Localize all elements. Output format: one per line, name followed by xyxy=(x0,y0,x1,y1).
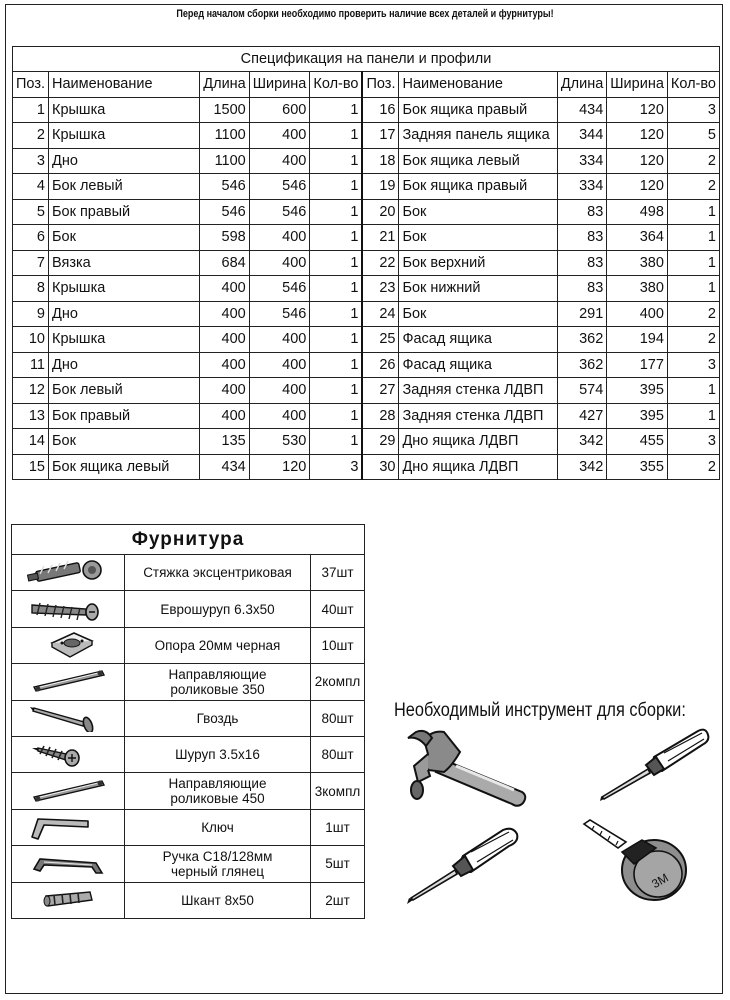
flat-screwdriver-icon xyxy=(598,727,710,803)
spec-cell-pos: 19 xyxy=(362,174,399,200)
hardware-name: Опора 20мм черная xyxy=(154,637,281,653)
hardware-qty: 80шт xyxy=(311,700,365,736)
hardware-image-cell xyxy=(12,773,125,809)
spec-cell-length: 83 xyxy=(557,276,606,302)
spec-cell-pos: 28 xyxy=(362,403,399,429)
spec-cell-length: 546 xyxy=(200,174,249,200)
spec-cell-qty: 1 xyxy=(667,378,719,404)
spec-cell-qty: 2 xyxy=(667,454,719,480)
spec-cell-qty: 1 xyxy=(310,429,363,455)
dowel-icon xyxy=(26,902,110,917)
spec-cell-width: 400 xyxy=(249,225,310,251)
spec-cell-name: Бок левый xyxy=(49,378,200,404)
spec-cell-length: 362 xyxy=(557,327,606,353)
hardware-name: Шкант 8х50 xyxy=(181,892,254,908)
spec-cell-width: 530 xyxy=(249,429,310,455)
hardware-image-cell xyxy=(12,846,125,882)
spec-cell-length: 83 xyxy=(557,225,606,251)
hardware-name: Стяжка эксцентриковая xyxy=(143,565,292,581)
spec-cell-name: Бок xyxy=(399,225,557,251)
spec-row xyxy=(13,454,720,480)
spec-cell-qty: 2 xyxy=(667,174,719,200)
hardware-image-cell xyxy=(12,809,125,845)
hex-key-icon xyxy=(26,829,110,844)
hardware-row xyxy=(12,555,365,591)
spec-cell-width: 498 xyxy=(607,199,668,225)
spec-cell-name: Дно xyxy=(49,352,200,378)
hardware-name-cell xyxy=(125,555,311,591)
spec-cell-length: 334 xyxy=(557,148,606,174)
spec-cell-pos: 11 xyxy=(13,352,49,378)
spec-cell-length: 1500 xyxy=(200,97,249,123)
spec-cell-pos: 3 xyxy=(13,148,49,174)
spec-cell-length: 362 xyxy=(557,352,606,378)
hardware-qty: 3компл xyxy=(311,773,365,809)
spec-row xyxy=(13,403,720,429)
spec-cell-width: 400 xyxy=(249,250,310,276)
spec-cell-qty: 1 xyxy=(310,225,363,251)
hardware-name-cell xyxy=(125,773,311,809)
spec-cell-pos: 14 xyxy=(13,429,49,455)
spec-cell-name: Бок xyxy=(399,199,557,225)
hardware-name-line2: черный глянец xyxy=(170,863,264,879)
hardware-row xyxy=(12,809,365,845)
spec-cell-name: Крышка xyxy=(49,97,200,123)
spec-cell-qty: 1 xyxy=(667,403,719,429)
hardware-name: Направляющие xyxy=(168,666,267,682)
spec-cell-length: 598 xyxy=(200,225,249,251)
spec-cell-name: Бок xyxy=(49,225,200,251)
hardware-image-cell xyxy=(12,555,125,591)
hardware-image-cell xyxy=(12,700,125,736)
spec-cell-pos: 20 xyxy=(362,199,399,225)
hardware-qty: 1шт xyxy=(311,809,365,845)
spec-cell-qty: 1 xyxy=(310,301,363,327)
spec-cell-length: 342 xyxy=(557,454,606,480)
spec-cell-qty: 3 xyxy=(667,352,719,378)
hardware-name-cell xyxy=(125,736,311,772)
spec-cell-length: 427 xyxy=(557,403,606,429)
spec-cell-pos: 17 xyxy=(362,123,399,149)
hammer-icon xyxy=(404,726,534,810)
spec-cell-width: 380 xyxy=(607,250,668,276)
spec-row xyxy=(13,123,720,149)
spec-row xyxy=(13,199,720,225)
spec-cell-width: 355 xyxy=(607,454,668,480)
spec-cell-length: 291 xyxy=(557,301,606,327)
spec-cell-width: 400 xyxy=(249,148,310,174)
spec-cell-width: 380 xyxy=(607,276,668,302)
spec-cell-qty: 1 xyxy=(310,403,363,429)
hardware-name: Ручка С18/128мм xyxy=(162,848,273,864)
hardware-row xyxy=(12,700,365,736)
hardware-name-line2: роликовые 450 xyxy=(170,791,265,807)
spec-cell-width: 120 xyxy=(607,174,668,200)
spec-row xyxy=(13,97,720,123)
spec-cell-width: 395 xyxy=(607,403,668,429)
hardware-name-cell xyxy=(125,591,311,627)
spec-cell-qty: 2 xyxy=(667,301,719,327)
spec-cell-width: 400 xyxy=(607,301,668,327)
spec-cell-length: 434 xyxy=(200,454,249,480)
spec-cell-name: Бок ящика левый xyxy=(49,454,200,480)
spec-cell-name: Бок правый xyxy=(49,199,200,225)
hardware-table xyxy=(11,524,365,919)
spec-cell-length: 434 xyxy=(557,97,606,123)
spec-cell-pos: 7 xyxy=(13,250,49,276)
spec-row xyxy=(13,250,720,276)
spec-row xyxy=(13,378,720,404)
spec-cell-qty: 1 xyxy=(667,199,719,225)
header-qty: Кол-во xyxy=(310,72,363,98)
hardware-image-cell xyxy=(12,664,125,700)
spec-cell-name: Бок xyxy=(49,429,200,455)
spec-cell-pos: 25 xyxy=(362,327,399,353)
spec-cell-name: Дно xyxy=(49,148,200,174)
spec-cell-pos: 24 xyxy=(362,301,399,327)
header-pos: Поз. xyxy=(13,72,49,98)
spec-cell-length: 342 xyxy=(557,429,606,455)
spec-cell-length: 400 xyxy=(200,276,249,302)
spec-cell-pos: 5 xyxy=(13,199,49,225)
spec-row xyxy=(13,148,720,174)
spec-cell-length: 400 xyxy=(200,352,249,378)
hardware-name: Ключ xyxy=(201,819,234,835)
spec-cell-name: Бок xyxy=(399,301,557,327)
spec-cell-qty: 3 xyxy=(310,454,363,480)
hardware-name-cell xyxy=(125,627,311,663)
spec-cell-name: Бок левый xyxy=(49,174,200,200)
spec-cell-width: 400 xyxy=(249,123,310,149)
hardware-qty: 5шт xyxy=(311,846,365,882)
spec-cell-qty: 2 xyxy=(667,327,719,353)
hardware-name-line2: роликовые 350 xyxy=(170,681,265,697)
spec-cell-length: 684 xyxy=(200,250,249,276)
spec-cell-width: 177 xyxy=(607,352,668,378)
spec-cell-pos: 29 xyxy=(362,429,399,455)
spec-cell-width: 400 xyxy=(249,352,310,378)
spec-cell-length: 83 xyxy=(557,199,606,225)
eccentric-tie-icon xyxy=(26,574,110,589)
spec-cell-length: 334 xyxy=(557,174,606,200)
spec-cell-qty: 1 xyxy=(667,225,719,251)
spec-cell-width: 120 xyxy=(249,454,310,480)
spec-cell-pos: 9 xyxy=(13,301,49,327)
spec-cell-name: Фасад ящика xyxy=(399,352,557,378)
hardware-name-cell xyxy=(125,809,311,845)
hardware-qty: 40шт xyxy=(311,591,365,627)
spec-cell-name: Вязка xyxy=(49,250,200,276)
hardware-name: Еврошуруп 6.3х50 xyxy=(160,601,275,617)
spec-cell-length: 83 xyxy=(557,250,606,276)
spec-cell-width: 400 xyxy=(249,327,310,353)
spec-row xyxy=(13,276,720,302)
header-name: Наименование xyxy=(49,72,200,98)
roller-guide-icon xyxy=(26,793,110,808)
spec-cell-length: 400 xyxy=(200,327,249,353)
spec-cell-name: Бок нижний xyxy=(399,276,557,302)
spec-cell-qty: 1 xyxy=(667,276,719,302)
spec-cell-length: 546 xyxy=(200,199,249,225)
spec-cell-width: 546 xyxy=(249,301,310,327)
spec-cell-length: 344 xyxy=(557,123,606,149)
hardware-name-cell xyxy=(125,700,311,736)
hardware-qty: 10шт xyxy=(311,627,365,663)
euro-screw-icon xyxy=(26,611,110,626)
tools-title: Необходимый инструмент для сборки: xyxy=(394,700,686,721)
spec-cell-pos: 22 xyxy=(362,250,399,276)
spec-row xyxy=(13,174,720,200)
spec-cell-length: 1100 xyxy=(200,148,249,174)
spec-cell-qty: 1 xyxy=(310,327,363,353)
spec-cell-pos: 8 xyxy=(13,276,49,302)
spec-caption: Спецификация на панели и профили xyxy=(13,47,720,72)
spec-cell-width: 120 xyxy=(607,148,668,174)
header-length: Длина xyxy=(200,72,249,98)
hardware-row xyxy=(12,664,365,700)
spec-cell-width: 364 xyxy=(607,225,668,251)
hardware-name: Направляющие xyxy=(168,776,267,792)
spec-row xyxy=(13,301,720,327)
spec-cell-width: 400 xyxy=(249,378,310,404)
spec-cell-pos: 13 xyxy=(13,403,49,429)
spec-table xyxy=(12,46,720,480)
hardware-row xyxy=(12,627,365,663)
spec-cell-name: Бок ящика левый xyxy=(399,148,557,174)
header-width: Ширина xyxy=(607,72,668,98)
spec-cell-width: 194 xyxy=(607,327,668,353)
handle-icon xyxy=(26,865,110,880)
spec-cell-length: 574 xyxy=(557,378,606,404)
support-foot-icon xyxy=(26,647,110,662)
spec-cell-width: 120 xyxy=(607,97,668,123)
spec-cell-pos: 4 xyxy=(13,174,49,200)
spec-cell-name: Крышка xyxy=(49,327,200,353)
spec-cell-width: 395 xyxy=(607,378,668,404)
spec-cell-length: 400 xyxy=(200,378,249,404)
spec-cell-name: Задняя стенка ЛДВП xyxy=(399,378,557,404)
spec-cell-qty: 1 xyxy=(667,250,719,276)
spec-cell-name: Бок ящика правый xyxy=(399,97,557,123)
spec-cell-name: Дно ящика ЛДВП xyxy=(399,454,557,480)
spec-cell-width: 400 xyxy=(249,403,310,429)
spec-cell-name: Бок правый xyxy=(49,403,200,429)
spec-cell-qty: 1 xyxy=(310,250,363,276)
hardware-qty: 2компл xyxy=(311,664,365,700)
spec-cell-name: Задняя панель ящика xyxy=(399,123,557,149)
spec-cell-width: 120 xyxy=(607,123,668,149)
spec-cell-pos: 26 xyxy=(362,352,399,378)
hardware-name-cell xyxy=(125,664,311,700)
hardware-image-cell xyxy=(12,627,125,663)
spec-cell-qty: 1 xyxy=(310,378,363,404)
spec-cell-name: Дно xyxy=(49,301,200,327)
hardware-name-cell xyxy=(125,882,311,918)
hardware-image-cell xyxy=(12,591,125,627)
assembly-notice: Перед началом сборки необходимо проверить наличие всех деталей и фурнитуры! xyxy=(176,8,554,20)
spec-cell-pos: 12 xyxy=(13,378,49,404)
spec-cell-qty: 1 xyxy=(310,97,363,123)
spec-cell-name: Бок ящика правый xyxy=(399,174,557,200)
hardware-row xyxy=(12,882,365,918)
spec-cell-qty: 1 xyxy=(310,276,363,302)
spec-cell-width: 600 xyxy=(249,97,310,123)
wood-screw-icon xyxy=(26,756,110,771)
spec-row xyxy=(13,352,720,378)
spec-cell-width: 455 xyxy=(607,429,668,455)
hardware-row xyxy=(12,846,365,882)
spec-cell-pos: 21 xyxy=(362,225,399,251)
spec-header-row xyxy=(13,72,720,98)
spec-cell-length: 400 xyxy=(200,301,249,327)
hardware-qty: 37шт xyxy=(311,555,365,591)
hardware-table-box xyxy=(11,524,365,908)
spec-cell-name: Крышка xyxy=(49,123,200,149)
header-width: Ширина xyxy=(249,72,310,98)
spec-cell-pos: 23 xyxy=(362,276,399,302)
spec-cell-width: 546 xyxy=(249,199,310,225)
hardware-image-cell xyxy=(12,882,125,918)
spec-cell-qty: 1 xyxy=(310,352,363,378)
header-qty: Кол-во xyxy=(667,72,719,98)
spec-cell-pos: 27 xyxy=(362,378,399,404)
hardware-qty: 80шт xyxy=(311,736,365,772)
spec-cell-pos: 15 xyxy=(13,454,49,480)
hardware-row xyxy=(12,773,365,809)
spec-cell-name: Крышка xyxy=(49,276,200,302)
hardware-row xyxy=(12,591,365,627)
spec-cell-qty: 3 xyxy=(667,97,719,123)
spec-cell-pos: 16 xyxy=(362,97,399,123)
spec-cell-qty: 1 xyxy=(310,123,363,149)
spec-cell-pos: 1 xyxy=(13,97,49,123)
spec-cell-qty: 2 xyxy=(667,148,719,174)
spec-cell-qty: 3 xyxy=(667,429,719,455)
roller-guide-icon xyxy=(26,683,110,698)
phillips-screwdriver-icon xyxy=(403,826,521,906)
spec-cell-name: Дно ящика ЛДВП xyxy=(399,429,557,455)
hardware-name: Гвоздь xyxy=(196,710,239,726)
hardware-qty: 2шт xyxy=(311,882,365,918)
spec-cell-width: 546 xyxy=(249,174,310,200)
spec-row xyxy=(13,327,720,353)
hardware-image-cell xyxy=(12,736,125,772)
spec-cell-qty: 1 xyxy=(310,174,363,200)
header-name: Наименование xyxy=(399,72,557,98)
spec-cell-pos: 10 xyxy=(13,327,49,353)
tape-label: 3М xyxy=(649,870,671,892)
hardware-name: Шуруп 3.5х16 xyxy=(175,747,260,763)
header-pos: Поз. xyxy=(362,72,399,98)
hardware-row xyxy=(12,736,365,772)
hardware-name-cell xyxy=(125,846,311,882)
spec-cell-pos: 6 xyxy=(13,225,49,251)
spec-cell-length: 1100 xyxy=(200,123,249,149)
spec-cell-name: Фасад ящика xyxy=(399,327,557,353)
spec-cell-name: Задняя стенка ЛДВП xyxy=(399,403,557,429)
spec-cell-qty: 5 xyxy=(667,123,719,149)
spec-cell-name: Бок верхний xyxy=(399,250,557,276)
header-length: Длина xyxy=(557,72,606,98)
hardware-title: Фурнитура xyxy=(12,525,365,555)
spec-cell-width: 546 xyxy=(249,276,310,302)
spec-cell-qty: 1 xyxy=(310,199,363,225)
spec-row xyxy=(13,429,720,455)
spec-cell-pos: 18 xyxy=(362,148,399,174)
tape-measure-icon xyxy=(578,818,698,904)
spec-cell-length: 400 xyxy=(200,403,249,429)
spec-cell-pos: 2 xyxy=(13,123,49,149)
spec-row xyxy=(13,225,720,251)
spec-cell-qty: 1 xyxy=(310,148,363,174)
nail-icon xyxy=(26,720,110,735)
spec-cell-length: 135 xyxy=(200,429,249,455)
spec-cell-pos: 30 xyxy=(362,454,399,480)
